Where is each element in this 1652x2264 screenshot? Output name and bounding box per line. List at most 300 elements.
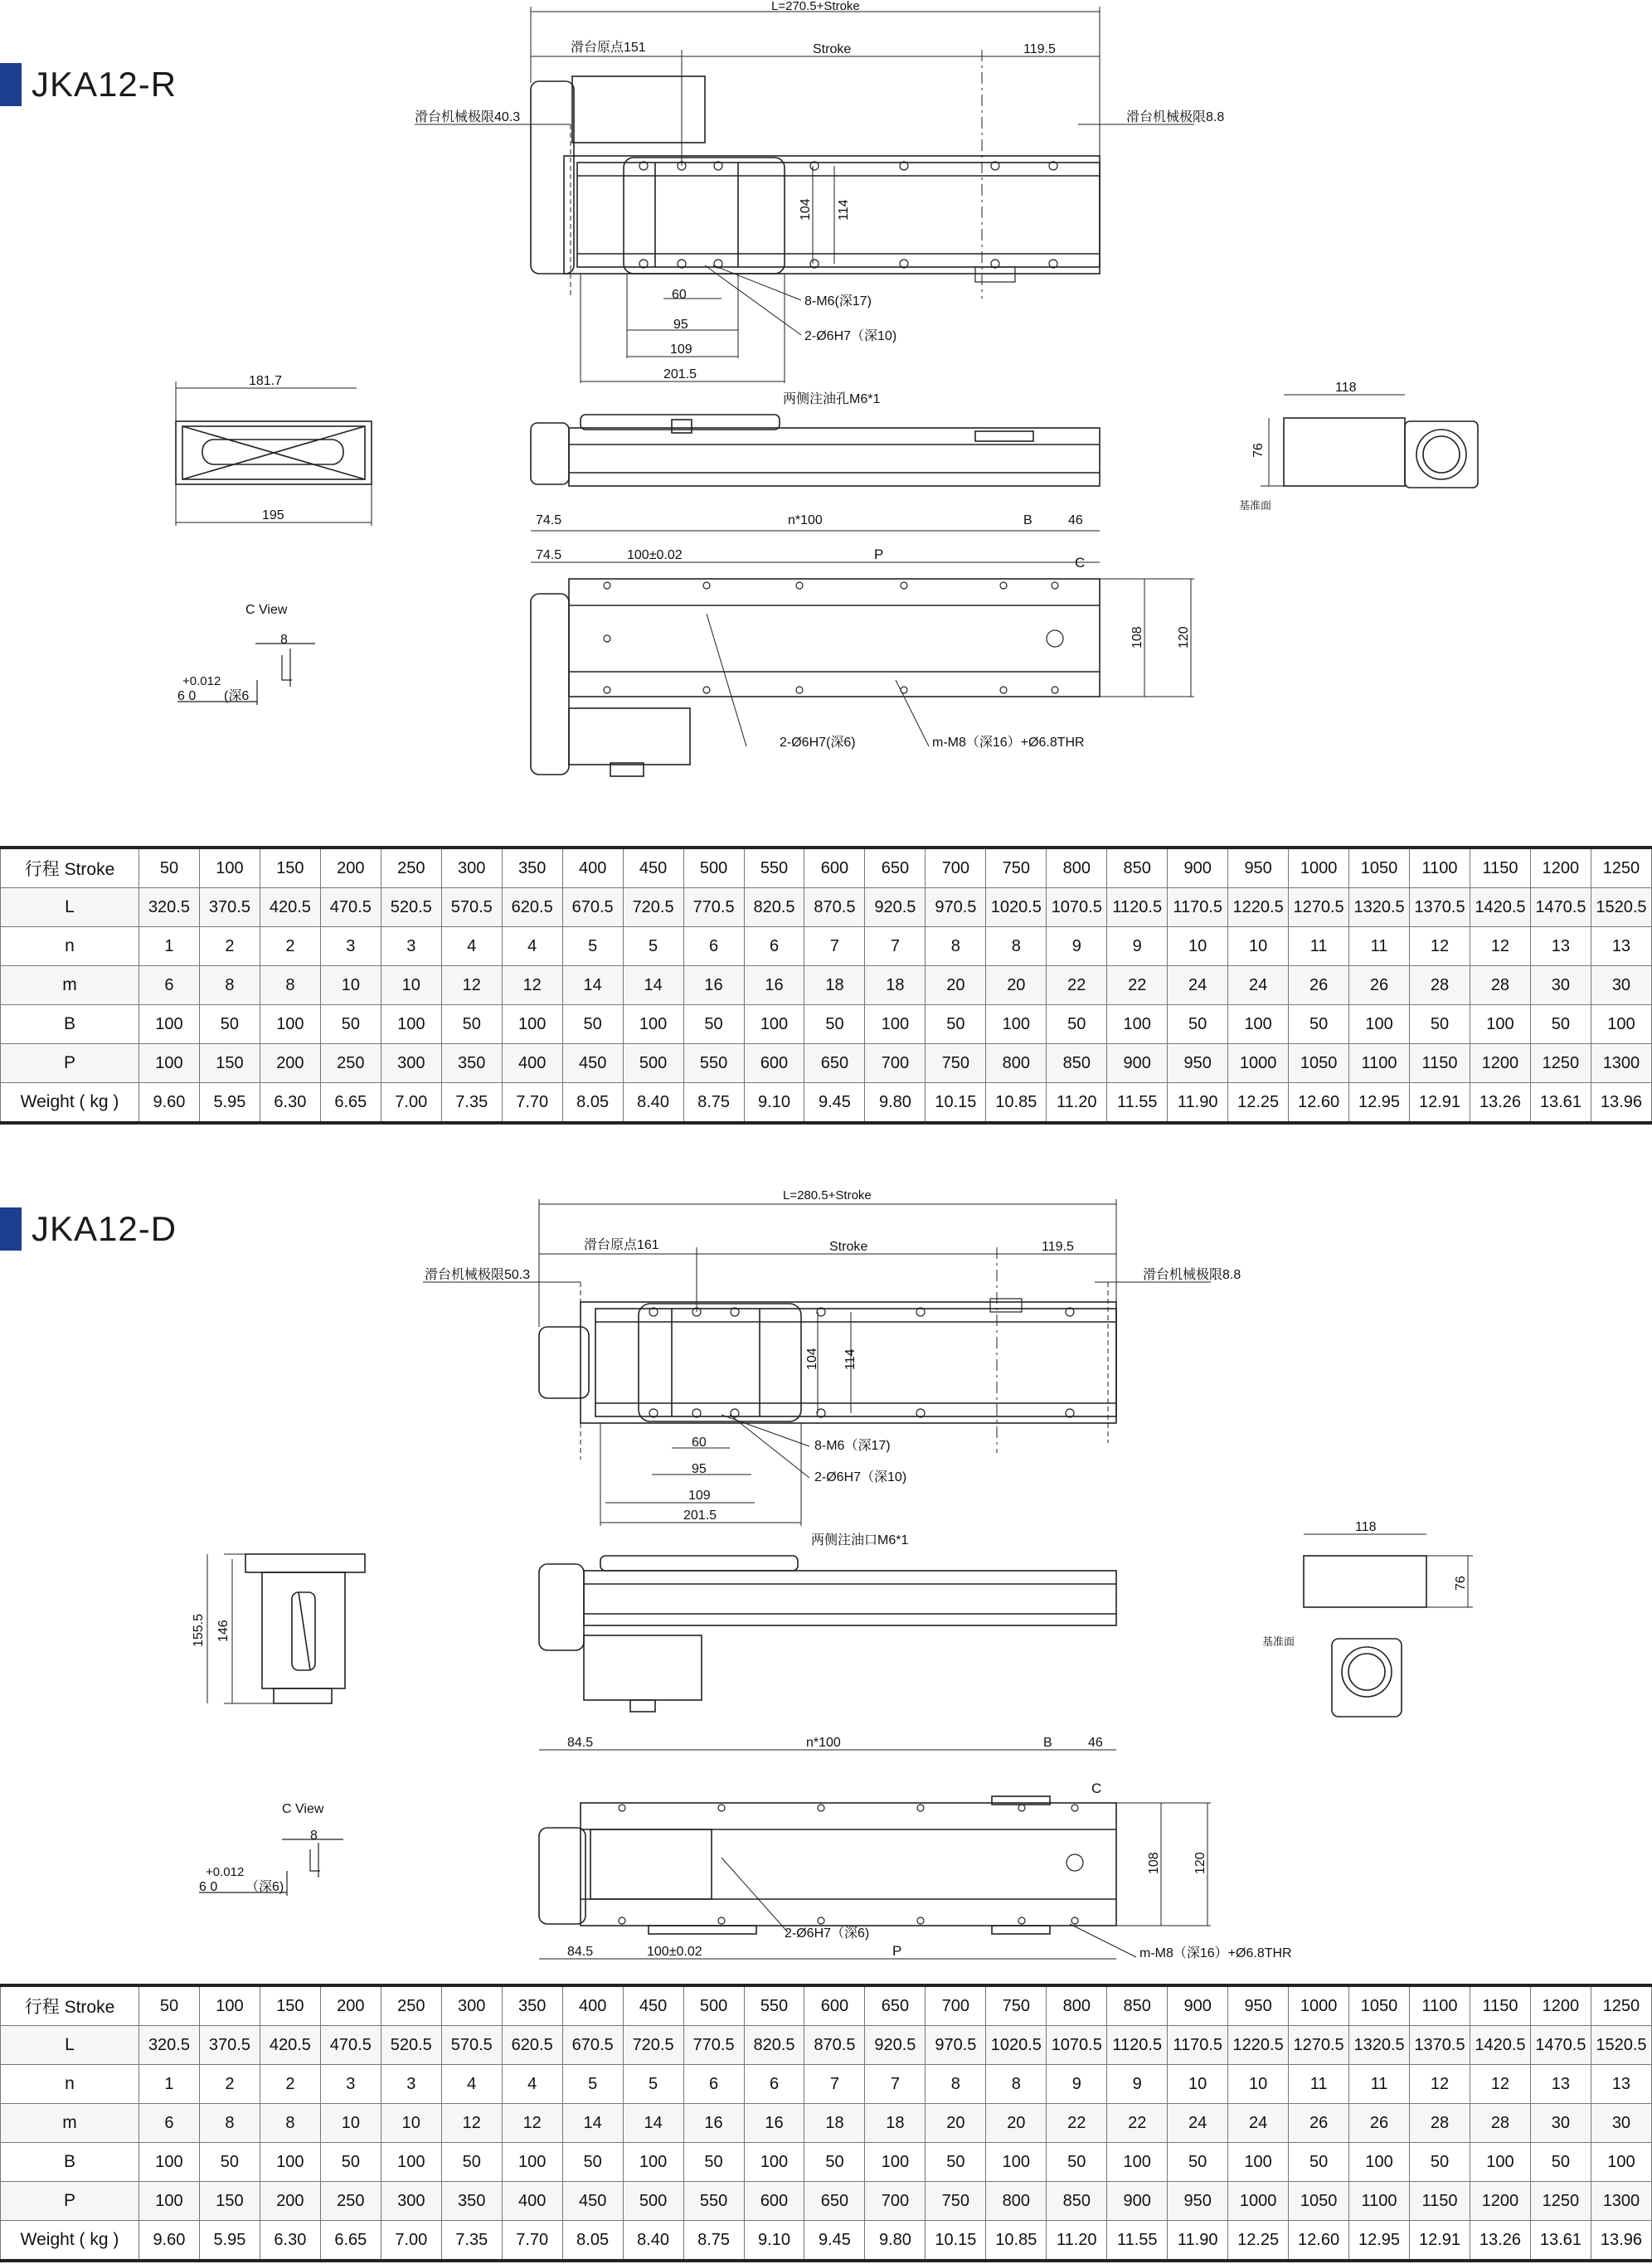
table-cell: 700 [865, 1044, 926, 1083]
table-row [1, 2143, 1652, 2182]
table-row [1, 888, 1652, 927]
table-cell: 1270.5 [1289, 2026, 1349, 2065]
table-cell: 50 [1530, 2143, 1591, 2182]
dim-p: P [892, 1943, 902, 1959]
dim-w181: 181.7 [249, 374, 283, 388]
table-cell: 2 [260, 2065, 320, 2104]
table-cell: 300 [381, 2182, 441, 2221]
table-cell: 50 [804, 2143, 865, 2182]
table-cell: 16 [744, 966, 804, 1005]
table-cell: 1370.5 [1410, 888, 1470, 927]
table-cell: 10.15 [926, 2221, 986, 2262]
table-cell: 450 [623, 848, 683, 888]
table-cell: 9.60 [139, 1083, 200, 1124]
dim-origin: 滑台原点161 [584, 1238, 659, 1252]
table-cell: 900 [1107, 2182, 1168, 2221]
table-cell: 7.00 [381, 1083, 441, 1124]
table-cell: 10 [381, 966, 441, 1005]
dim-745-b: 74.5 [536, 548, 562, 562]
table-cell: 750 [986, 1985, 1047, 2026]
table-cell: 13 [1591, 2065, 1651, 2104]
callout-pin-bottom: 2-Ø6H7(深6) [780, 736, 856, 750]
table-cell: 9.60 [139, 2221, 200, 2262]
section-title-text: JKA12-R [32, 65, 177, 104]
table-cell: 26 [1289, 2104, 1349, 2143]
table-cell: 100 [986, 2143, 1047, 2182]
table-cell: 13 [1591, 927, 1651, 966]
table-cell: 600 [744, 1044, 804, 1083]
spec-table-jka12-d [0, 1984, 1652, 2262]
table-cell: 500 [623, 1044, 683, 1083]
table-cell: 1320.5 [1349, 888, 1410, 927]
table-cell: 50 [1410, 1005, 1470, 1044]
dim-stroke: Stroke [829, 1240, 868, 1254]
dim-201: 201.5 [683, 1509, 717, 1523]
table-cell: 2 [199, 927, 260, 966]
table-cell: 870.5 [804, 888, 865, 927]
table-cell: 8 [986, 927, 1047, 966]
table-cell: 800 [1047, 848, 1107, 888]
table-cell: 20 [926, 2104, 986, 2143]
callout-oil: 两侧注油口M6*1 [811, 1533, 909, 1547]
c-view-60: 6 0 [199, 1880, 218, 1894]
table-cell: 1100 [1410, 1985, 1470, 2026]
table-row [1, 2104, 1652, 2143]
table-cell: 8 [260, 2104, 320, 2143]
table-cell: 650 [865, 848, 926, 888]
table-cell: 750 [926, 2182, 986, 2221]
table-cell: 200 [260, 2182, 320, 2221]
table-cell: 11 [1289, 927, 1349, 966]
table-cell: 100 [1228, 2143, 1289, 2182]
table-cell: 50 [320, 2143, 381, 2182]
table-cell: 5.95 [199, 2221, 260, 2262]
table-cell: 350 [441, 2182, 502, 2221]
table-cell: 9.10 [744, 2221, 804, 2262]
callout-tap: 8-M6（深17) [814, 1439, 891, 1453]
row-header: n [1, 927, 139, 966]
table-cell: 450 [562, 1044, 623, 1083]
table-cell: 870.5 [804, 2026, 865, 2065]
row-header: B [1, 2143, 139, 2182]
table-cell: 5.95 [199, 1083, 260, 1124]
table-cell: 50 [1168, 2143, 1228, 2182]
table-cell: 1020.5 [986, 888, 1047, 927]
dim-60: 60 [672, 288, 687, 302]
dim-845-b: 84.5 [567, 1945, 594, 1959]
table-cell: 1200 [1530, 848, 1591, 888]
table-cell: 100 [260, 1005, 320, 1044]
table-cell: 600 [804, 1985, 865, 2026]
table-cell: 5 [562, 927, 623, 966]
table-cell: 700 [865, 2182, 926, 2221]
table-cell: 11 [1289, 2065, 1349, 2104]
table-cell: 600 [804, 848, 865, 888]
drawing-jka12-r [0, 0, 1652, 821]
table-row [1, 1985, 1652, 2026]
table-cell: 5 [562, 2065, 623, 2104]
dim-h76: 76 [1251, 443, 1266, 458]
table-cell: 8 [199, 966, 260, 1005]
table-cell: 12 [502, 966, 562, 1005]
table-cell: 13.26 [1470, 1083, 1530, 1124]
table-cell: 850 [1047, 1044, 1107, 1083]
table-cell: 22 [1047, 2104, 1107, 2143]
table-cell: 4 [502, 2065, 562, 2104]
table-cell: 50 [139, 848, 200, 888]
table-cell: 50 [683, 2143, 744, 2182]
table-cell: 9.45 [804, 1083, 865, 1124]
table-cell: 970.5 [926, 888, 986, 927]
c-view-8: 8 [310, 1829, 318, 1843]
table-cell: 12.25 [1228, 2221, 1289, 2262]
table-cell: 7 [865, 2065, 926, 2104]
table-cell: 450 [623, 1985, 683, 2026]
table-cell: 13 [1530, 927, 1591, 966]
table-cell: 8 [199, 2104, 260, 2143]
table-cell: 100 [502, 1005, 562, 1044]
table-cell: 22 [1107, 2104, 1168, 2143]
table-cell: 50 [441, 2143, 502, 2182]
table-cell: 20 [986, 2104, 1047, 2143]
table-cell: 100 [1349, 1005, 1410, 1044]
dim-pitch: 100±0.02 [647, 1945, 702, 1959]
table-cell: 300 [441, 848, 502, 888]
table-cell: 10.15 [926, 1083, 986, 1124]
table-cell: 13 [1530, 2065, 1591, 2104]
table-cell: 11.55 [1107, 1083, 1168, 1124]
table-cell: 8 [926, 927, 986, 966]
table-cell: 24 [1228, 966, 1289, 1005]
table-cell: 100 [1107, 1005, 1168, 1044]
dim-origin: 滑台原点151 [571, 41, 646, 55]
table-cell: 800 [986, 1044, 1047, 1083]
table-cell: 570.5 [441, 888, 502, 927]
table-cell: 1150 [1470, 848, 1530, 888]
table-cell: 50 [1168, 1005, 1228, 1044]
table-cell: 11.20 [1047, 2221, 1107, 2262]
dim-n100: n*100 [806, 1736, 841, 1750]
table-cell: 900 [1107, 1044, 1168, 1083]
dim-total-length: L=270.5+Stroke [771, 0, 860, 13]
dim-h108: 108 [1147, 1852, 1161, 1874]
table-cell: 12.60 [1289, 2221, 1349, 2262]
table-cell: 100 [1470, 2143, 1530, 2182]
table-cell: 24 [1228, 2104, 1289, 2143]
table-cell: 1200 [1470, 1044, 1530, 1083]
table-cell: 50 [926, 2143, 986, 2182]
table-cell: 1300 [1591, 1044, 1651, 1083]
c-view-deep: (深6 [224, 689, 250, 703]
side-view [531, 415, 1100, 486]
table-cell: 470.5 [320, 888, 381, 927]
table-cell: 1520.5 [1591, 2026, 1651, 2065]
dim-limit-left: 滑台机械极限40.3 [415, 110, 521, 124]
dim-95: 95 [692, 1462, 707, 1476]
table-cell: 12 [1410, 927, 1470, 966]
table-cell: 950 [1168, 2182, 1228, 2221]
table-cell: 1200 [1530, 1985, 1591, 2026]
table-cell: 370.5 [199, 2026, 260, 2065]
top-view [531, 76, 1100, 282]
table-cell: 50 [139, 1985, 200, 2026]
callout-thread: m-M8（深16）+Ø6.8THR [1139, 1946, 1292, 1960]
dim-h114: 114 [843, 1348, 858, 1370]
table-cell: 250 [320, 1044, 381, 1083]
table-cell: 13.61 [1530, 2221, 1591, 2262]
table-cell: 200 [320, 848, 381, 888]
dim-h146: 146 [216, 1620, 231, 1642]
table-row [1, 848, 1652, 888]
table-cell: 200 [320, 1985, 381, 2026]
table-cell: 950 [1228, 848, 1289, 888]
row-header: m [1, 966, 139, 1005]
table-cell: 6 [683, 927, 744, 966]
table-cell: 3 [320, 2065, 381, 2104]
table-cell: 12.60 [1289, 1083, 1349, 1124]
table-cell: 800 [986, 2182, 1047, 2221]
table-cell: 350 [441, 1044, 502, 1083]
table-cell: 1300 [1591, 2182, 1651, 2221]
table-cell: 7.35 [441, 2221, 502, 2262]
table-cell: 6.30 [260, 2221, 320, 2262]
callout-pin: 2-Ø6H7（深10) [814, 1470, 907, 1484]
table-cell: 520.5 [381, 888, 441, 927]
table-cell: 1 [139, 2065, 200, 2104]
table-cell: 7 [804, 2065, 865, 2104]
row-header: Weight ( kg ) [1, 2221, 139, 2262]
table-cell: 6 [683, 2065, 744, 2104]
dim-limit-right: 滑台机械极限8.8 [1143, 1268, 1241, 1282]
table-cell: 6 [744, 927, 804, 966]
table-cell: 12 [1410, 2065, 1470, 2104]
table-cell: 100 [139, 1005, 200, 1044]
table-cell: 9 [1047, 2065, 1107, 2104]
section-title-text: JKA12-D [32, 1209, 177, 1248]
left-end-view [176, 381, 372, 526]
dim-end-gap: 119.5 [1023, 42, 1056, 56]
dim-109: 109 [688, 1489, 711, 1503]
table-cell: 770.5 [683, 2026, 744, 2065]
table-cell: 12 [441, 966, 502, 1005]
table-cell: 3 [381, 927, 441, 966]
table-cell: 350 [502, 1985, 562, 2026]
table-cell: 1050 [1349, 848, 1410, 888]
table-cell: 11 [1349, 2065, 1410, 2104]
table-cell: 100 [865, 2143, 926, 2182]
table-cell: 50 [804, 1005, 865, 1044]
table-cell: 1120.5 [1107, 888, 1168, 927]
row-header: P [1, 1044, 139, 1083]
table-cell: 12.25 [1228, 1083, 1289, 1124]
table-cell: 50 [562, 1005, 623, 1044]
table-cell: 100 [199, 848, 260, 888]
table-cell: 30 [1530, 966, 1591, 1005]
table-cell: 100 [139, 1044, 200, 1083]
table-cell: 1 [139, 927, 200, 966]
table-cell: 300 [441, 1985, 502, 2026]
table-cell: 8 [926, 2065, 986, 2104]
table-cell: 12 [502, 2104, 562, 2143]
dim-w195: 195 [262, 508, 284, 522]
table-cell: 9.80 [865, 2221, 926, 2262]
c-view-8: 8 [280, 633, 288, 647]
table-cell: 13.96 [1591, 1083, 1651, 1124]
table-cell: 150 [260, 1985, 320, 2026]
table-cell: 10 [1228, 927, 1289, 966]
dim-n100: n*100 [788, 513, 823, 527]
callout-tap: 8-M6(深17) [804, 294, 872, 309]
table-cell: 8.75 [683, 1083, 744, 1124]
table-cell: 10.85 [986, 1083, 1047, 1124]
table-cell: 1150 [1470, 1985, 1530, 2026]
table-cell: 550 [683, 2182, 744, 2221]
spec-table-jka12-r [0, 846, 1652, 1125]
table-cell: 570.5 [441, 2026, 502, 2065]
dim-h120: 120 [1177, 626, 1191, 649]
dim-46: 46 [1088, 1736, 1103, 1750]
dim-845-a: 84.5 [567, 1736, 594, 1750]
table-cell: 620.5 [502, 888, 562, 927]
table-cell: 320.5 [139, 888, 200, 927]
table-cell: 950 [1228, 1985, 1289, 2026]
table-cell: 500 [683, 848, 744, 888]
table-cell: 9.80 [865, 1083, 926, 1124]
table-cell: 100 [1228, 1005, 1289, 1044]
table-cell: 14 [623, 966, 683, 1005]
table-cell: 550 [744, 1985, 804, 2026]
table-cell: 8 [260, 966, 320, 1005]
table-cell: 2 [260, 927, 320, 966]
table-cell: 26 [1289, 966, 1349, 1005]
table-cell: 1520.5 [1591, 888, 1651, 927]
table-cell: 500 [623, 2182, 683, 2221]
right-end-view [1261, 395, 1478, 488]
bottom-view [531, 531, 1194, 776]
table-cell: 12.91 [1410, 2221, 1470, 2262]
table-cell: 450 [562, 2182, 623, 2221]
table-cell: 6.65 [320, 1083, 381, 1124]
table-cell: 1100 [1349, 1044, 1410, 1083]
table-cell: 400 [562, 1985, 623, 2026]
dim-end-gap: 119.5 [1042, 1240, 1074, 1254]
table-cell: 10 [1228, 2065, 1289, 2104]
table-cell: 100 [1470, 1005, 1530, 1044]
table-cell: 420.5 [260, 2026, 320, 2065]
table-cell: 5 [623, 2065, 683, 2104]
dim-total-length: L=280.5+Stroke [783, 1188, 872, 1202]
table-cell: 11.55 [1107, 2221, 1168, 2262]
table-cell: 20 [986, 966, 1047, 1005]
dim-b: B [1023, 513, 1032, 527]
callout-oil: 两侧注油孔M6*1 [783, 392, 881, 406]
table-cell: 8.40 [623, 2221, 683, 2262]
table-cell: 100 [381, 2143, 441, 2182]
dim-60: 60 [692, 1436, 707, 1450]
table-cell: 350 [502, 848, 562, 888]
dim-pitch: 100±0.02 [627, 548, 683, 562]
table-cell: 850 [1047, 2182, 1107, 2221]
table-cell: 100 [986, 1005, 1047, 1044]
callout-thread: m-M8（深16）+Ø6.8THR [932, 736, 1085, 750]
row-header: Weight ( kg ) [1, 1083, 139, 1124]
table-cell: 13.61 [1530, 1083, 1591, 1124]
table-cell: 150 [199, 2182, 260, 2221]
table-cell: 14 [562, 2104, 623, 2143]
table-cell: 6.65 [320, 2221, 381, 2262]
table-cell: 18 [804, 966, 865, 1005]
dim-h114: 114 [837, 199, 851, 221]
row-header: 行程 Stroke [1, 848, 139, 888]
table-cell: 22 [1107, 966, 1168, 1005]
table-cell: 1000 [1228, 2182, 1289, 2221]
table-cell: 770.5 [683, 888, 744, 927]
table-cell: 750 [926, 1044, 986, 1083]
table-cell: 1050 [1289, 1044, 1349, 1083]
table-cell: 900 [1168, 1985, 1228, 2026]
table-cell: 11.90 [1168, 1083, 1228, 1124]
table-cell: 3 [320, 927, 381, 966]
table-cell: 28 [1470, 2104, 1530, 2143]
table-cell: 1000 [1289, 1985, 1349, 2026]
table-cell: 100 [623, 1005, 683, 1044]
table-cell: 150 [260, 848, 320, 888]
table-cell: 50 [1530, 1005, 1591, 1044]
table-row [1, 1044, 1652, 1083]
table-cell: 50 [199, 2143, 260, 2182]
table-cell: 1100 [1410, 848, 1470, 888]
table-cell: 250 [381, 1985, 441, 2026]
table-cell: 12 [1470, 927, 1530, 966]
table-cell: 420.5 [260, 888, 320, 927]
table-cell: 28 [1410, 2104, 1470, 2143]
table-cell: 100 [744, 1005, 804, 1044]
table-cell: 30 [1591, 2104, 1651, 2143]
table-cell: 400 [502, 2182, 562, 2221]
table-cell: 1250 [1591, 1985, 1651, 2026]
table-row [1, 2221, 1652, 2262]
c-view-60: 6 0 [177, 689, 197, 703]
table-cell: 250 [381, 848, 441, 888]
table-cell: 50 [320, 1005, 381, 1044]
table-cell: 1250 [1530, 2182, 1591, 2221]
table-cell: 1200 [1470, 2182, 1530, 2221]
drawing-jka12-d [0, 1144, 1652, 1974]
table-cell: 8.75 [683, 2221, 744, 2262]
table-cell: 12 [441, 2104, 502, 2143]
table-cell: 300 [381, 1044, 441, 1083]
table-cell: 6 [139, 2104, 200, 2143]
table-cell: 18 [804, 2104, 865, 2143]
table-cell: 1420.5 [1470, 888, 1530, 927]
dim-w118: 118 [1335, 381, 1357, 395]
table-cell: 30 [1591, 966, 1651, 1005]
table-cell: 100 [1349, 2143, 1410, 2182]
table-cell: 1150 [1410, 1044, 1470, 1083]
table-cell: 650 [804, 1044, 865, 1083]
dim-b: B [1043, 1736, 1052, 1750]
table-cell: 22 [1047, 966, 1107, 1005]
callout-pin: 2-Ø6H7（深10) [804, 329, 897, 343]
table-cell: 850 [1107, 1985, 1168, 2026]
dim-h76: 76 [1454, 1576, 1468, 1591]
c-view-deep: （深6) [245, 1880, 284, 1894]
table-cell: 18 [865, 2104, 926, 2143]
table-cell: 30 [1530, 2104, 1591, 2143]
table-cell: 1120.5 [1107, 2026, 1168, 2065]
table-cell: 670.5 [562, 2026, 623, 2065]
table-cell: 750 [986, 848, 1047, 888]
